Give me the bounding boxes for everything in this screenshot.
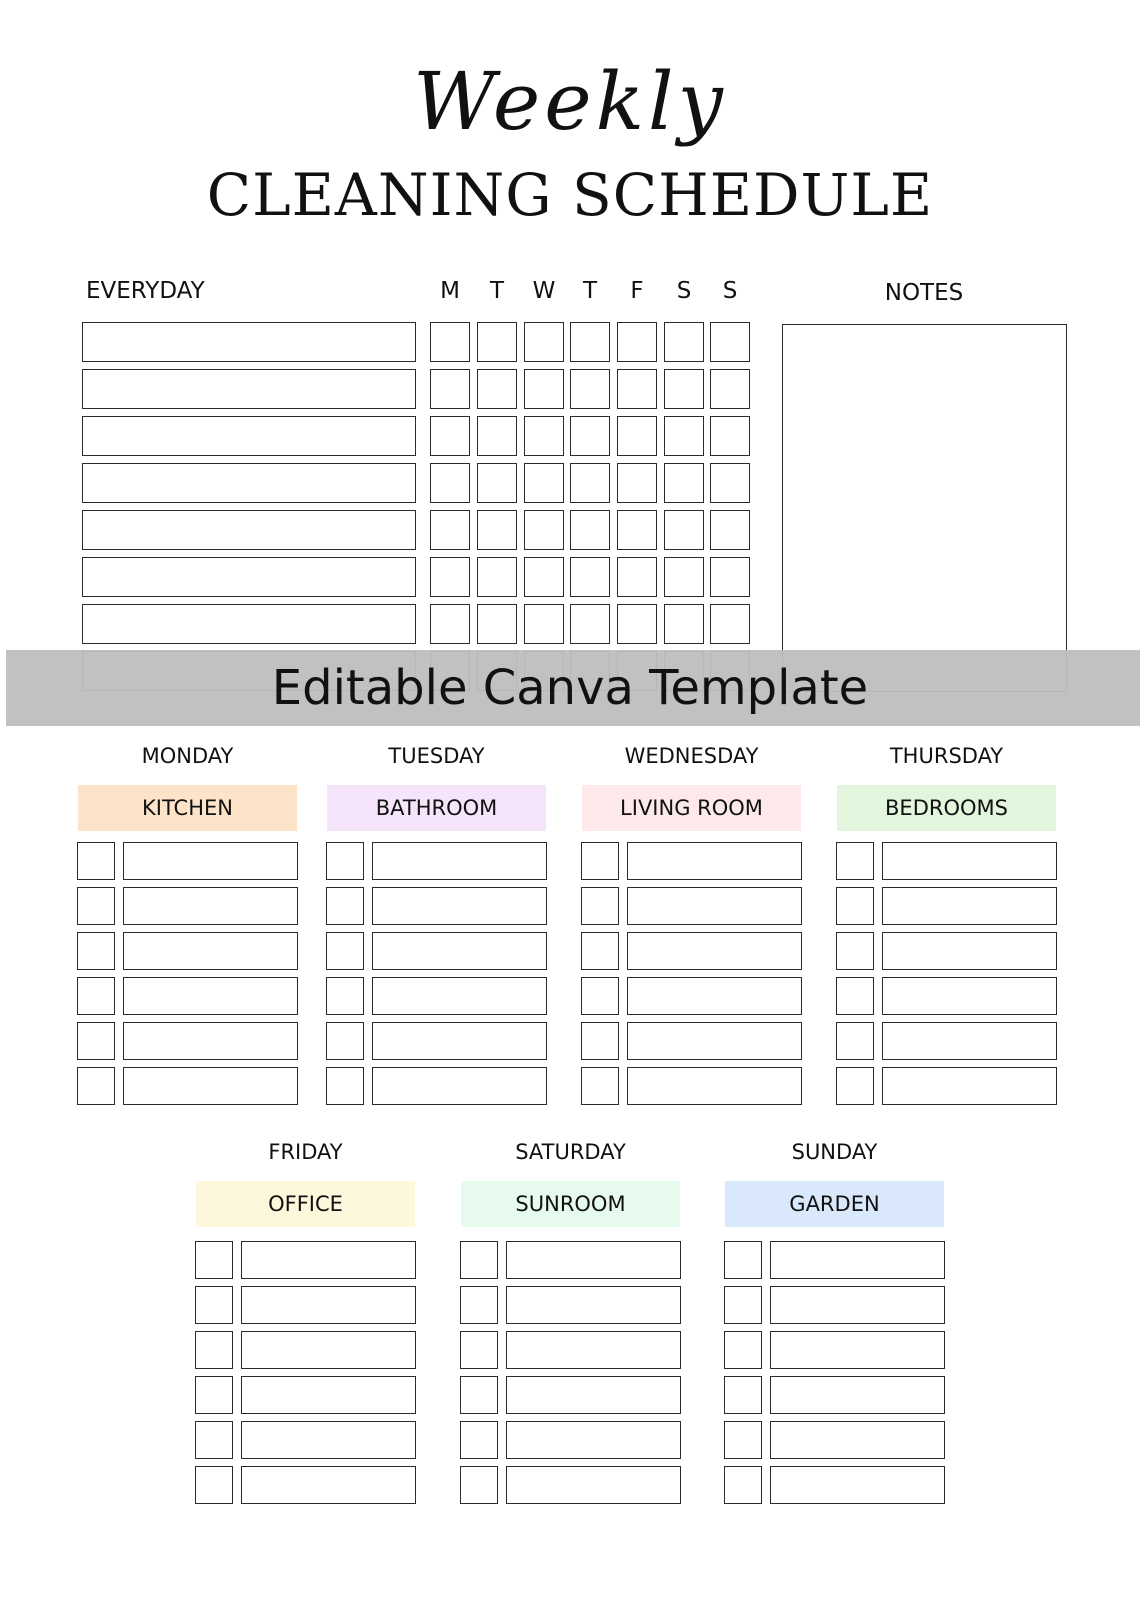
room-tag: LIVING ROOM [582,785,801,831]
task-field[interactable] [506,1241,681,1279]
task-field[interactable] [241,1421,416,1459]
everyday-checkbox[interactable] [710,369,750,409]
task-field[interactable] [770,1466,945,1504]
task-field[interactable] [770,1241,945,1279]
everyday-checkbox[interactable] [570,510,610,550]
day-column-header: S [722,278,738,304]
task-field[interactable] [770,1286,945,1324]
everyday-checkbox[interactable] [710,416,750,456]
task-checkbox[interactable] [326,887,364,925]
task-checkbox[interactable] [724,1376,762,1414]
everyday-checkbox[interactable] [524,322,564,362]
task-checkbox[interactable] [724,1286,762,1324]
everyday-checkbox[interactable] [430,557,470,597]
task-checkbox[interactable] [460,1421,498,1459]
day-title: WEDNESDAY [624,744,759,768]
task-field[interactable] [372,842,547,880]
everyday-checkbox[interactable] [430,369,470,409]
everyday-checkbox[interactable] [477,557,517,597]
everyday-checkbox[interactable] [477,416,517,456]
everyday-checkbox[interactable] [617,463,657,503]
everyday-task-field[interactable] [82,557,416,597]
task-field[interactable] [241,1331,416,1369]
everyday-checkbox[interactable] [664,369,704,409]
everyday-checkbox[interactable] [570,416,610,456]
task-checkbox[interactable] [195,1376,233,1414]
task-checkbox[interactable] [724,1241,762,1279]
task-field[interactable] [123,842,298,880]
task-field[interactable] [123,977,298,1015]
everyday-checkbox[interactable] [524,369,564,409]
task-checkbox[interactable] [836,887,874,925]
task-field[interactable] [627,1022,802,1060]
task-field[interactable] [372,932,547,970]
task-checkbox[interactable] [460,1286,498,1324]
task-field[interactable] [372,977,547,1015]
task-checkbox[interactable] [195,1466,233,1504]
task-field[interactable] [882,1067,1057,1105]
task-checkbox[interactable] [326,932,364,970]
task-checkbox[interactable] [724,1331,762,1369]
day-title: THURSDAY [889,744,1004,768]
everyday-checkbox[interactable] [664,557,704,597]
everyday-checkbox[interactable] [617,557,657,597]
task-checkbox[interactable] [581,1022,619,1060]
task-field[interactable] [627,1067,802,1105]
everyday-checkbox[interactable] [430,416,470,456]
task-checkbox[interactable] [460,1376,498,1414]
everyday-checkbox[interactable] [617,369,657,409]
everyday-checkbox[interactable] [570,557,610,597]
everyday-checkbox[interactable] [430,510,470,550]
everyday-checkbox[interactable] [570,463,610,503]
day-title: FRIDAY [268,1140,343,1164]
task-checkbox[interactable] [77,1022,115,1060]
task-field[interactable] [882,887,1057,925]
task-field[interactable] [241,1376,416,1414]
task-checkbox[interactable] [77,887,115,925]
task-field[interactable] [882,1022,1057,1060]
everyday-checkbox[interactable] [617,604,657,644]
room-tag: BEDROOMS [837,785,1056,831]
everyday-checkbox[interactable] [710,463,750,503]
everyday-checkbox[interactable] [664,322,704,362]
task-checkbox[interactable] [460,1331,498,1369]
everyday-checkbox[interactable] [664,604,704,644]
task-field[interactable] [506,1331,681,1369]
task-field[interactable] [770,1421,945,1459]
notes-label: NOTES [884,280,964,306]
task-field[interactable] [372,1067,547,1105]
everyday-checkbox[interactable] [524,510,564,550]
task-field[interactable] [506,1286,681,1324]
task-checkbox[interactable] [581,1067,619,1105]
task-checkbox[interactable] [581,932,619,970]
task-checkbox[interactable] [77,842,115,880]
task-checkbox[interactable] [581,977,619,1015]
everyday-checkbox[interactable] [477,604,517,644]
everyday-checkbox[interactable] [617,322,657,362]
task-checkbox[interactable] [581,887,619,925]
everyday-task-field[interactable] [82,416,416,456]
task-field[interactable] [241,1286,416,1324]
task-field[interactable] [627,932,802,970]
day-title: SUNDAY [791,1140,878,1164]
everyday-checkbox[interactable] [524,416,564,456]
day-title: SATURDAY [515,1140,626,1164]
task-field[interactable] [882,977,1057,1015]
task-checkbox[interactable] [195,1241,233,1279]
everyday-checkbox[interactable] [710,557,750,597]
room-tag: GARDEN [725,1181,944,1227]
everyday-checkbox[interactable] [664,463,704,503]
task-field[interactable] [627,842,802,880]
page-title: CLEANING SCHEDULE [206,161,934,229]
task-checkbox[interactable] [724,1421,762,1459]
day-column-header: F [630,278,644,304]
everyday-checkbox[interactable] [524,604,564,644]
task-field[interactable] [770,1376,945,1414]
day-column-header: T [489,278,505,304]
task-checkbox[interactable] [77,932,115,970]
task-field[interactable] [372,887,547,925]
day-title: MONDAY [141,744,234,768]
everyday-checkbox[interactable] [617,416,657,456]
task-field[interactable] [882,842,1057,880]
everyday-checkbox[interactable] [617,510,657,550]
task-checkbox[interactable] [836,1022,874,1060]
script-title: Weekly [413,55,727,148]
everyday-checkbox[interactable] [710,510,750,550]
room-tag: OFFICE [196,1181,415,1227]
everyday-checkbox[interactable] [710,604,750,644]
task-field[interactable] [882,932,1057,970]
task-field[interactable] [506,1466,681,1504]
day-column-header: S [676,278,692,304]
room-tag: BATHROOM [327,785,546,831]
task-field[interactable] [241,1241,416,1279]
everyday-checkbox[interactable] [664,510,704,550]
task-field[interactable] [123,1067,298,1105]
notes-box[interactable] [782,324,1067,692]
task-checkbox[interactable] [460,1241,498,1279]
task-checkbox[interactable] [326,842,364,880]
task-checkbox[interactable] [836,932,874,970]
day-title: TUESDAY [388,744,485,768]
task-checkbox[interactable] [724,1466,762,1504]
everyday-checkbox[interactable] [477,369,517,409]
task-checkbox[interactable] [326,1022,364,1060]
task-checkbox[interactable] [77,1067,115,1105]
task-field[interactable] [627,977,802,1015]
task-field[interactable] [506,1376,681,1414]
everyday-task-field[interactable] [82,510,416,550]
task-checkbox[interactable] [326,977,364,1015]
everyday-checkbox[interactable] [570,369,610,409]
task-checkbox[interactable] [836,842,874,880]
everyday-label: EVERYDAY [86,278,205,304]
task-checkbox[interactable] [460,1466,498,1504]
everyday-checkbox[interactable] [477,322,517,362]
everyday-checkbox[interactable] [664,416,704,456]
everyday-checkbox[interactable] [524,557,564,597]
task-checkbox[interactable] [77,977,115,1015]
everyday-checkbox[interactable] [570,604,610,644]
task-field[interactable] [241,1466,416,1504]
room-tag: KITCHEN [78,785,297,831]
task-checkbox[interactable] [195,1421,233,1459]
everyday-checkbox[interactable] [524,463,564,503]
task-field[interactable] [123,1022,298,1060]
watermark-text: Editable Canva Template [271,660,869,716]
task-checkbox[interactable] [195,1286,233,1324]
task-field[interactable] [123,887,298,925]
day-column-header: T [582,278,598,304]
task-field[interactable] [627,887,802,925]
everyday-task-field[interactable] [82,322,416,362]
everyday-checkbox[interactable] [710,322,750,362]
everyday-task-field[interactable] [82,604,416,644]
task-checkbox[interactable] [581,842,619,880]
task-checkbox[interactable] [326,1067,364,1105]
day-column-header: M [440,278,460,304]
everyday-checkbox[interactable] [430,604,470,644]
task-field[interactable] [123,932,298,970]
task-checkbox[interactable] [836,1067,874,1105]
task-field[interactable] [770,1331,945,1369]
task-field[interactable] [372,1022,547,1060]
everyday-checkbox[interactable] [430,322,470,362]
everyday-checkbox[interactable] [477,510,517,550]
everyday-checkbox[interactable] [570,322,610,362]
task-field[interactable] [506,1421,681,1459]
everyday-task-field[interactable] [82,369,416,409]
task-checkbox[interactable] [836,977,874,1015]
everyday-checkbox[interactable] [430,463,470,503]
task-checkbox[interactable] [195,1331,233,1369]
day-column-header: W [532,278,556,304]
everyday-checkbox[interactable] [477,463,517,503]
room-tag: SUNROOM [461,1181,680,1227]
everyday-task-field[interactable] [82,463,416,503]
